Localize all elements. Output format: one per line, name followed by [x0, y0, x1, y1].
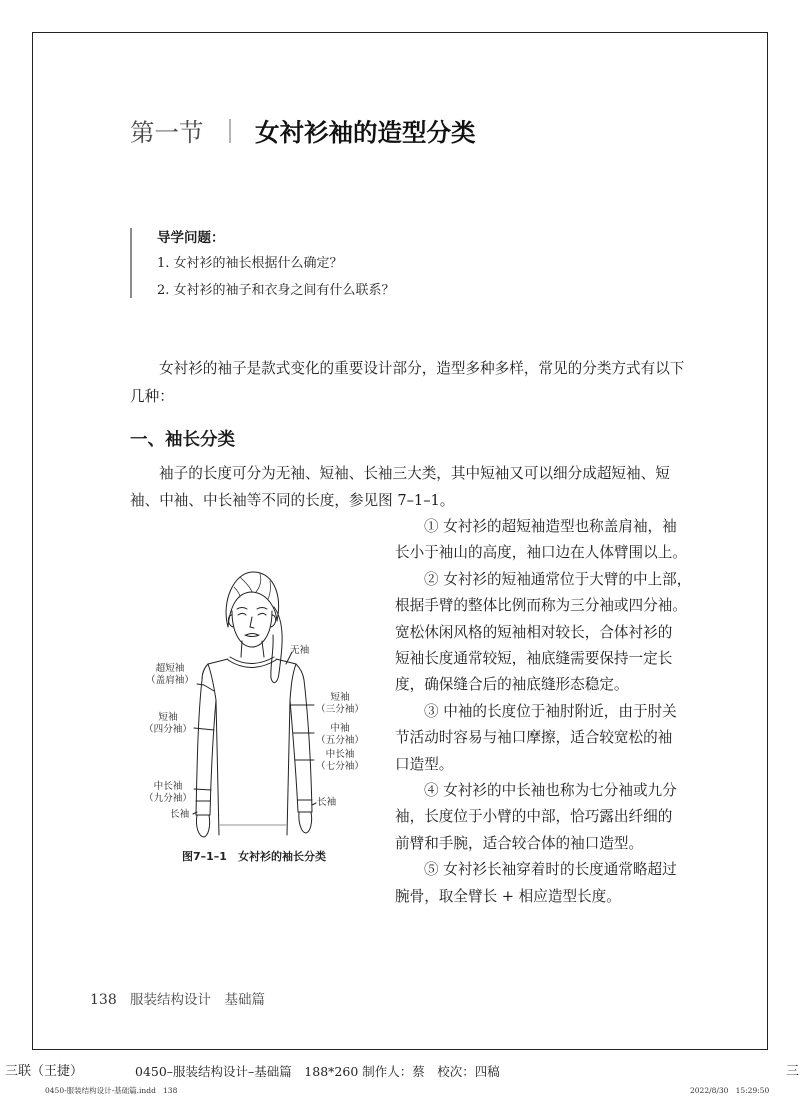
left-cuff — [196, 801, 210, 815]
section-line: 袖、中袖、中长袖等不同的长度，参见图 7–1–1。 — [130, 491, 455, 509]
label-nine-tenths-sleeve-name: 中长袖 — [153, 780, 183, 792]
label-nine-tenths-sleeve — [143, 781, 193, 806]
list-item-2-line: ② 女衬衫的短袖通常位于大臂的中上部， — [424, 570, 692, 588]
list-item-1-line: 长小于袖山的高度，袖口边在人体臂围以上。 — [395, 544, 687, 562]
label-three-tenths-sleeve-name: 短袖 — [330, 691, 350, 703]
list-item-2-line: 短袖长度通常较短，袖底缝需要保持一定长 — [395, 650, 673, 668]
left-eye — [238, 614, 246, 616]
guide-title: 导学问题： — [157, 230, 225, 246]
section-paragraph — [130, 461, 690, 514]
label-seven-tenths-sleeve — [315, 749, 365, 774]
title-divider: ｜ — [218, 118, 242, 146]
neckline-binding — [230, 657, 274, 664]
right-eye — [258, 614, 266, 616]
label-half-sleeve-alias: （五分袖） — [316, 735, 364, 747]
slug-publisher: 三联（王捷） — [5, 1064, 84, 1079]
page-number: 138 — [90, 992, 117, 1008]
lips — [245, 634, 259, 637]
left-hand — [196, 815, 209, 837]
label-long-sleeve-right-text: 长袖 — [317, 796, 337, 808]
body-left-side — [216, 700, 219, 835]
label-quarter-sleeve-alias: （四分袖） — [144, 724, 192, 736]
list-item-1-line: ① 女衬衫的超短袖造型也称盖肩袖，袖 — [424, 518, 677, 535]
left-eyebrow — [237, 608, 247, 610]
right-sleeve-outer — [304, 680, 312, 812]
label-long-sleeve-left-text: 长袖 — [170, 808, 190, 820]
body-right-side — [287, 700, 290, 835]
label-half-sleeve-name: 中袖 — [330, 722, 350, 734]
list-item-2-line: 度，确保缝合后的袖底缝形态稳定。 — [395, 676, 629, 694]
list-item-4-line: 袖，长度位于小臂的中部，恰巧露出纤细的 — [395, 808, 673, 826]
right-hand — [299, 812, 312, 833]
slug-file-name: 0450-服装结构设计-基础篇.indd 138 — [45, 1086, 178, 1095]
neck-right — [262, 641, 264, 657]
right-sleeve-inner — [290, 700, 298, 812]
label-seven-tenths-sleeve-alias: （七分袖） — [316, 761, 364, 773]
label-long-sleeve-right — [317, 797, 336, 810]
neck-left — [241, 641, 242, 657]
label-three-tenths-sleeve — [315, 692, 365, 717]
guide-question-1: 1. 女衬衫的袖长根据什么确定？ — [157, 256, 343, 271]
cap-sleeve-line — [197, 684, 214, 691]
sleeve-length-figure — [140, 565, 370, 865]
label-long-sleeve-left — [170, 809, 189, 822]
section-heading: 一、袖长分类 — [130, 430, 235, 450]
hair-outline — [226, 572, 278, 627]
left-shoulder — [202, 659, 228, 680]
label-quarter-sleeve-name: 短袖 — [158, 711, 178, 723]
sleeve-length-list — [395, 514, 695, 910]
section-number: 第一节 — [130, 118, 204, 147]
guide-question-2: 2. 女衬衫的袖子和衣身之间有什么联系？ — [157, 283, 395, 298]
list-item-5-line: ⑤ 女衬衫长袖穿着时的长度通常略超过 — [424, 861, 677, 879]
guide-bar — [130, 228, 132, 298]
left-sleeve-inner — [210, 700, 216, 815]
slug-timestamp: 2022/8/30 15:29:50 — [690, 1086, 770, 1095]
intro-paragraph — [130, 355, 690, 411]
left-armhole-seam — [208, 664, 216, 700]
slug-job-info: 0450–服装结构设计–基础篇 188*260 制作人：蔡 校次：四稿 — [135, 1064, 500, 1079]
nose — [250, 617, 254, 628]
right-cuff — [298, 800, 312, 812]
quarter-sleeve-line — [194, 728, 214, 730]
label-half-sleeve — [315, 723, 365, 748]
list-item-2-line: 根据手臂的整体比例而称为三分袖或四分袖。 — [395, 597, 687, 615]
face-outline — [232, 611, 272, 647]
label-cap-sleeve-alias: （盖肩袖） — [146, 675, 194, 687]
list-item-2-line: 宽松休闲风格的短袖相对较长，合体衬衫的 — [395, 623, 673, 641]
book-title: 服装结构设计 基础篇 — [130, 992, 265, 1008]
list-item-3-line: 口造型。 — [395, 755, 454, 773]
intro-line: 女衬衫的袖子是款式变化的重要设计部分，造型多种多样，常见的分类方式有以下 — [159, 360, 685, 377]
list-item-4-line: ④ 女衬衫的中长袖也称为七分袖或九分 — [424, 782, 677, 800]
list-item-5-line: 腕骨，取全臂长 + 相应造型长度。 — [395, 887, 621, 905]
label-quarter-sleeve — [142, 712, 194, 737]
label-cap-sleeve-name: 超短袖 — [155, 662, 185, 674]
figure-caption: 图7–1–1 女衬衫的袖长分类 — [182, 850, 326, 863]
label-nine-tenths-sleeve-alias: （九分袖） — [144, 793, 192, 805]
list-item-3-line: 节活动时容易与袖口摩擦，适合较宽松的袖 — [395, 729, 673, 747]
right-armhole-seam — [290, 664, 296, 700]
label-cap-sleeve — [144, 663, 196, 688]
section-line: 袖子的长度可分为无袖、短袖、长袖三大类，其中短袖又可以细分成超短袖、短 — [159, 465, 670, 482]
list-item-3-line: ③ 中袖的长度位于袖肘附近，由于肘关 — [424, 702, 677, 720]
intro-line: 几种： — [130, 388, 174, 405]
label-sleeveless — [290, 645, 309, 658]
right-eyebrow — [257, 608, 267, 610]
label-seven-tenths-sleeve-name: 中长袖 — [325, 748, 355, 760]
label-three-tenths-sleeve-alias: （三分袖） — [316, 704, 364, 716]
label-sleeveless-text: 无袖 — [290, 645, 310, 656]
left-sleeve-outer — [196, 680, 202, 815]
list-item-4-line: 前臂和手腕，适合较合体的袖口造型。 — [395, 834, 644, 852]
leader-long-right — [312, 803, 316, 805]
slug-edge-char: 三 — [786, 1064, 800, 1079]
section-title: 女衬衫袖的造型分类 — [255, 118, 476, 147]
